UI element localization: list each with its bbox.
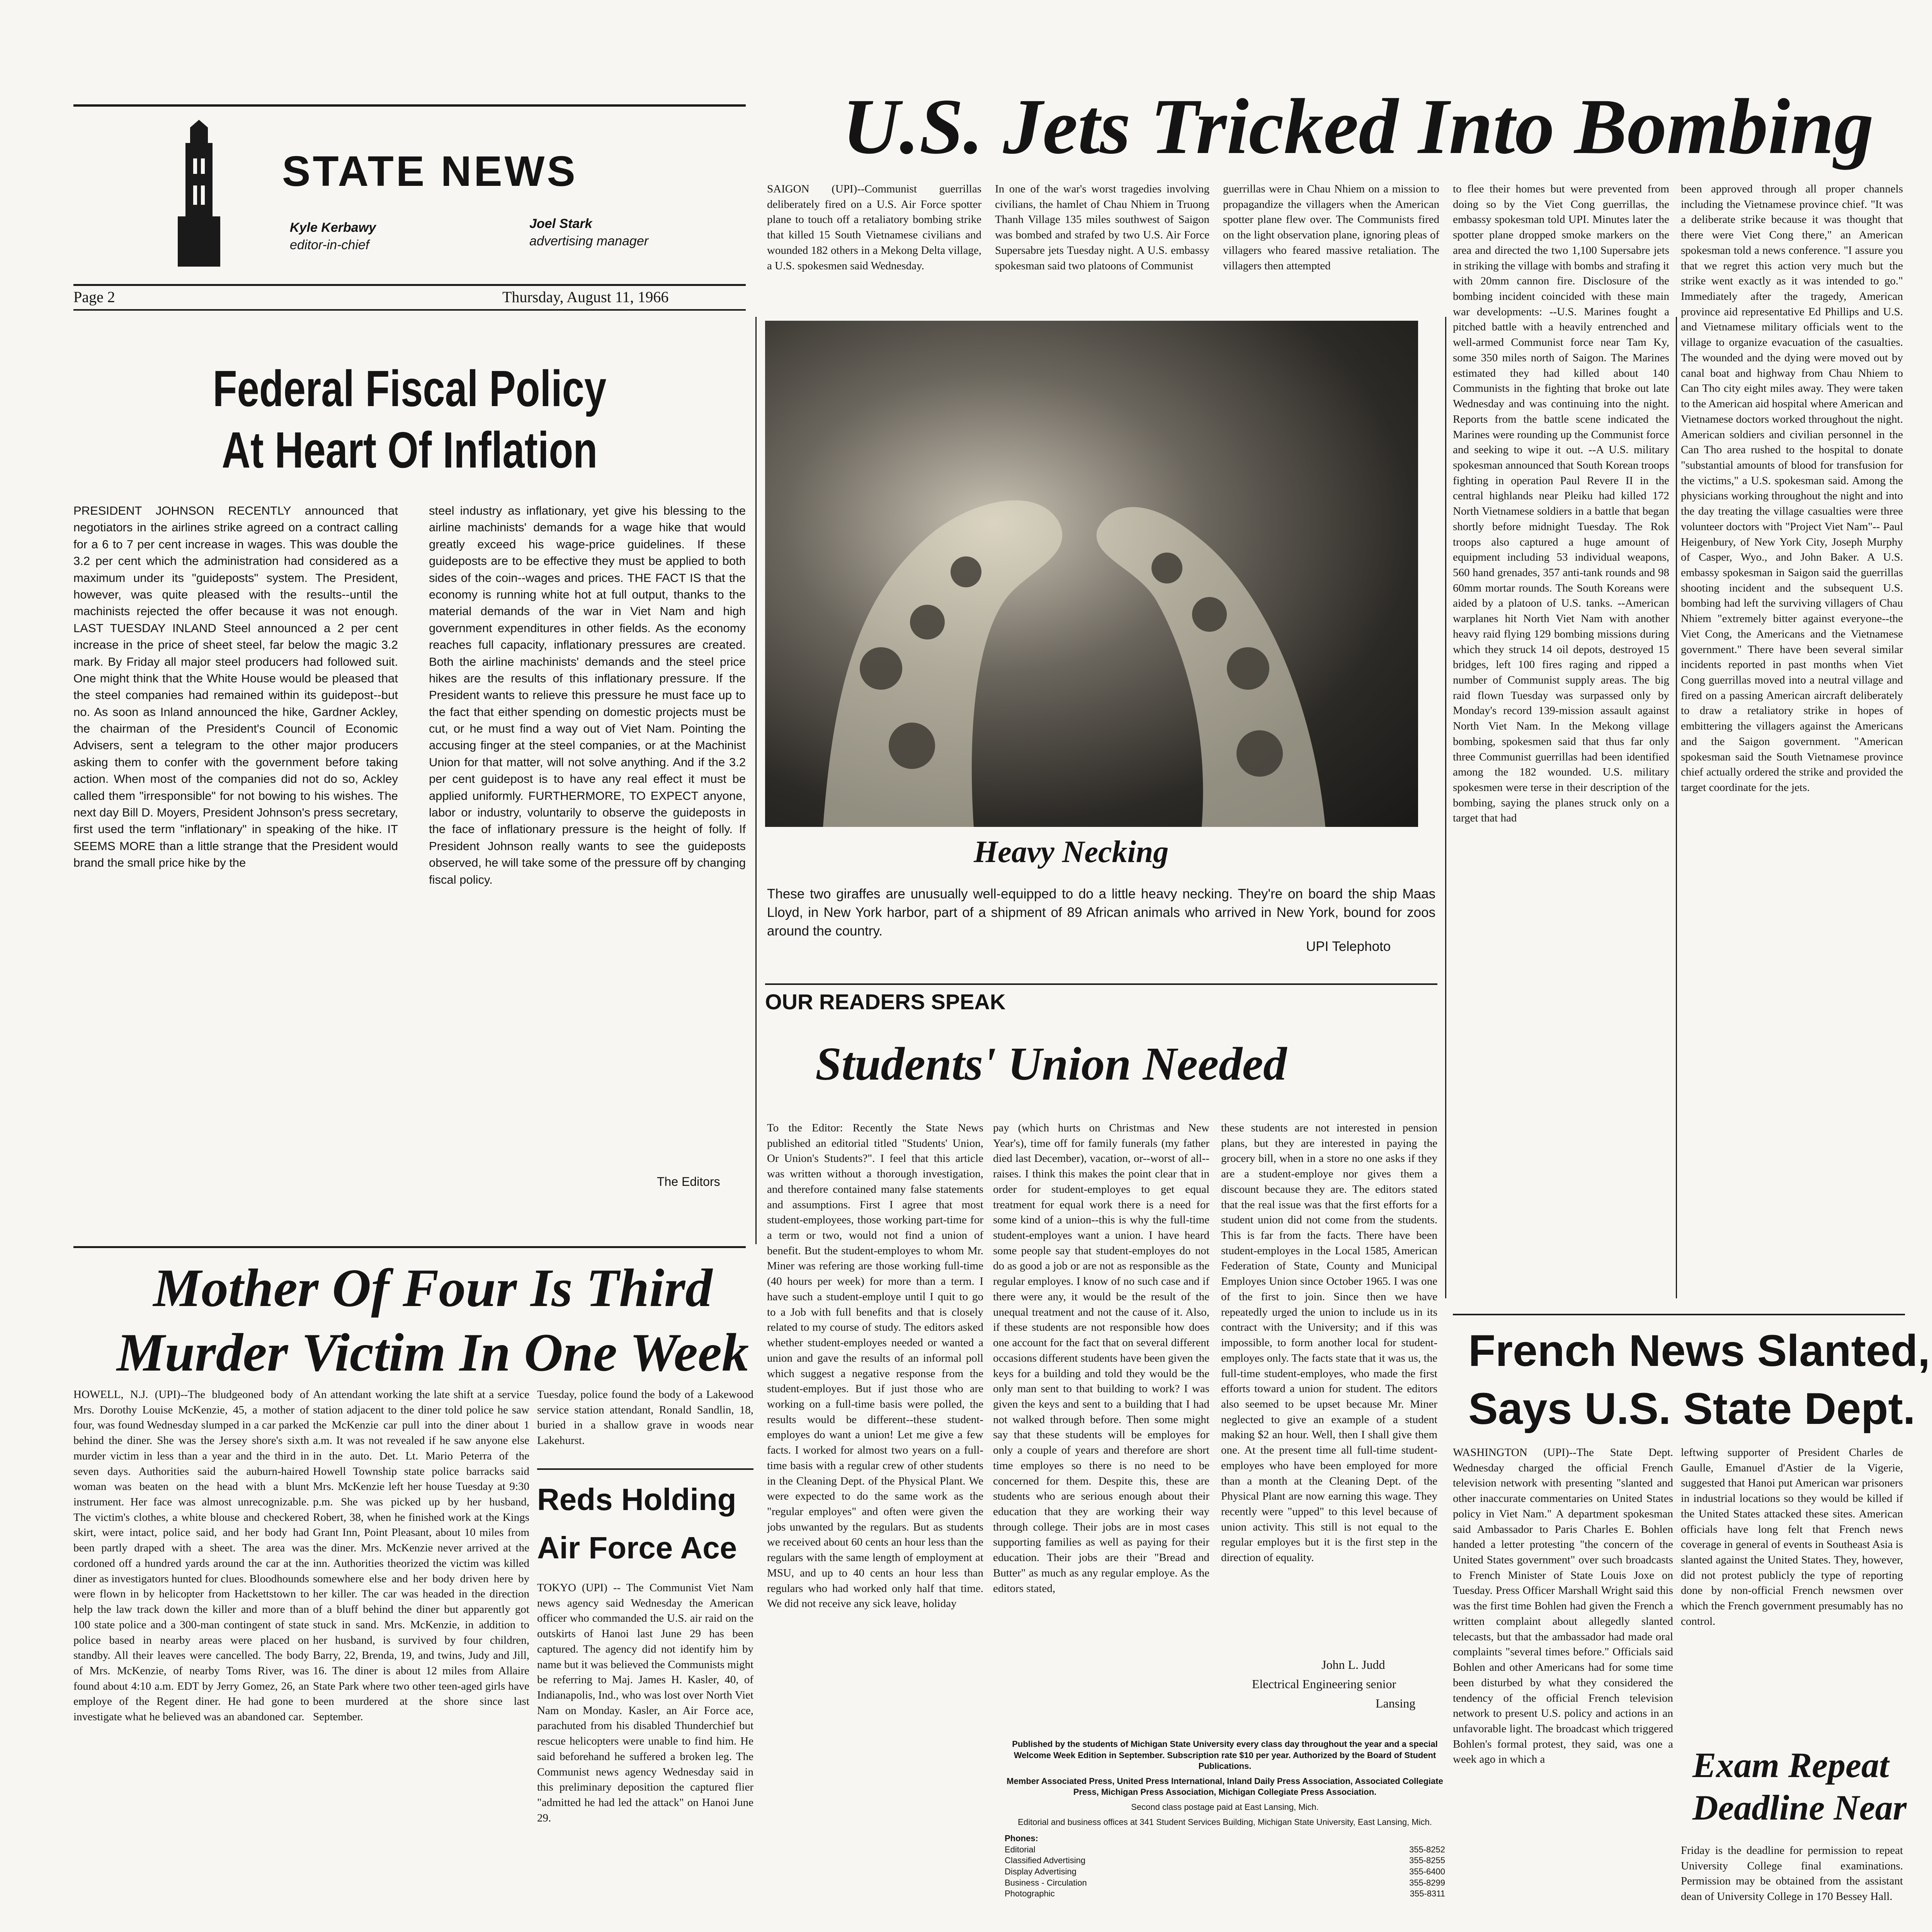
- photo-caption-title: Heavy Necking: [974, 835, 1169, 869]
- exam-text: Friday is the deadline for permission to repeat University College final examinations. Permission may be obtained from the assistant dean of University College in 170 Bessey Hall.: [1681, 1844, 1903, 1903]
- french-col-1: WASHINGTON (UPI)--The State Dept. Wednesday charged the official French television network with presenting "slanted and other inaccurate commentaries on United States policy in Viet Nam." A department spokesman said Ambassador to Paris Charles E. Bohlen handed a letter protesting "the concern of the United States government" over such broadcasts to French Minister of State Louis Joxe on Tuesday. Press Officer Marshall Wright said this was the first time Bohlen had given the French a written complaint about allegedly slanted telecasts, but that the ambassador had made oral complaints "several times before." Officials said Bohlen and other Americans had for some time been disturbed by what they considered the tendency of the official French television network to present U.S. policy and actions in an unfavorable light. The broadcast which triggered Bohlen's formal protest, they said, was one a week ago in which a: [1453, 1446, 1673, 1766]
- readers-sig-name: John L. Judd: [1321, 1658, 1385, 1672]
- exam-headline-2: Deadline Near: [1692, 1788, 1907, 1827]
- fiscal-headline-2: At Heart Of Inflation: [221, 422, 598, 478]
- readers-label: OUR READERS SPEAK: [765, 990, 1006, 1014]
- phones-list: [1005, 1844, 1445, 1900]
- publisher-line-2: Member Associated Press, United Press International, Inland Daily Press Association, Associated Collegiate Press, Michigan Press Association, Michigan Collegiate Press Association.: [1007, 1776, 1443, 1797]
- ad-title: advertising manager: [529, 234, 649, 248]
- jets-col-4: to flee their homes but were prevented from doing so by the Viet Cong guerrillas, the embassy spokesman told UPI. Minutes later the spotter plane dropped smoke markers on the area and directed the two 1,100 Supersabre jets in striking the village with bombs and strafing it with 20mm cannon fire. Disclosure of the bombing incident coincided with these main war developments: --U.S. Marines fought a pitched battle with a heavily entrenched and well-armed Communist force near Tam Ky, some 350 miles north of Saigon. The Marines estimated they had killed about 140 Communists in the fighting that broke out late Wednesday and was continuing into the night. Reports from the battle scene indicated the Marines were rounding up the Communist force and seeking to wipe it out. --A U.S. military spokesman announced that South Korean troops fighting in operation Paul Revere II in the central highlands near Pleiku had killed 172 North Vietnamese soldiers in a battle that began shortly before midnight Tuesday. The Rok troops also captured a huge amount of equipment including 53 individual weapons, 560 hand grenades, 357 anti-tank rounds and 98 60mm mortar rounds. The South Koreans were aided by a platoon of U.S. tanks. --American warplanes hit North Viet Nam with another heavy raid flying 129 bombing missions during which they struck 14 oil depots, destroyed 15 bridges, left 100 fires raging and ripped a number of Communist supply areas. The big raid flown Tuesday was surpassed only by Monday's record 139-mission assault against North Viet Nam. In the Mekong village bombing, spokesmen said that thus far only three Communist guerrillas had been identified among the 182 wounded. U.S. military spokesmen were terse in their description of the bombing, saying the planes struck only on a target that had: [1453, 183, 1669, 825]
- jets-headline: U.S. Jets Tricked Into Bombing: [842, 83, 1874, 170]
- french-headline-2: Says U.S. State Dept.: [1468, 1384, 1915, 1434]
- reds-headline-1: Reds Holding: [537, 1482, 736, 1517]
- phone-number: 355-8255: [1409, 1855, 1445, 1866]
- phone-number: 355-8252: [1409, 1844, 1445, 1854]
- readers-rule: [765, 983, 1437, 985]
- phone-number: 355-8311: [1410, 1889, 1445, 1899]
- fiscal-headline: [73, 359, 746, 479]
- jets-col-5: been approved through all proper channels including the Vietnamese province chief. "It was a deliberate strike because it was thought that there were Viet Cong there," an American spokesman told a news conference. "I assure you that we regret this action very much but the strike went exactly as it was intended to go." Immediately after the tragedy, American province aid representative Ed Phillips and U.S. and Vietnamese military officials went to the village to organize evacuation of the casualties. The wounded and the dying were moved out by canal boat and highway from Chau Nhiem to Can Tho city eight miles away. They were taken to the American aid hospital where American and Vietnamese doctors worked throughout the night. American soldiers and civilian personnel in the Can Tho area rushed to the hospital to donate "substantial amounts of blood for transfusion for the victims," a U.S. spokesman said. Among the physicians working throughout the night and into the day treating the village casualties were three volunteer doctors with "Project Viet Nam"-- Paul Heigenbury, of New York City, Joseph Murphy of Casper, Wyo., and John Baker. A U.S. embassy spokesman in Saigon said the guerrillas shooting incident and the subsequent U.S. bombing had left the surviving villagers of Chau Nhiem "extremely bitter against everyone--the Viet Cong, the Americans and the Vietnamese government." There have been several similar incidents reported in past months when Viet Cong guerrillas moved into a neutral village and fired on a passing American aircraft deliberately to draw a retaliatory strike in hopes of embittering the villagers against the Americans and the Saigon government. "American spokesman said the South Vietnamese province chief actually ordered the strike and provided the target coordinate for the jets.: [1681, 183, 1903, 794]
- readers-sig-dept: Electrical Engineering senior: [1252, 1677, 1396, 1691]
- mother-col-2: An attendant working the late shift at a service station adjacent to the diner told police he saw the McKenzie car pull into the diner about 1 a.m. It was not revealed if he saw anyone else in the auto. Det. Lt. Mario Peterra of the Howell Township state police barracks said Mrs. McKenzie left her house Tuesday at 9:30 p.m. She was picked up by her husband, Robert, 38, when he finished work at the Kings Grant Inn, Point Pleasant, about 10 miles from the diner. Mrs. McKenzie never arrived at the inn. Authorities theorized the victim was killed somewhere else and her body driven here by her killer. The car was headed in the direction of a bluff behind the diner but apparently got stuck in sand. Mrs. McKenzie, in addition to her husband, is survived by four children, Barry, 22, Brenda, 19, and twins, Judy and Jill, 16. The diner is about 12 miles from Allaire State Park where two other teen-aged girls have been murdered at the shore since last September.: [313, 1388, 529, 1723]
- french-top-rule: [1453, 1314, 1905, 1315]
- phone-dept: Business - Circulation: [1005, 1878, 1087, 1888]
- photo-credit: UPI Telephoto: [1306, 939, 1391, 954]
- editor-title: editor-in-chief: [290, 238, 369, 252]
- exam-headline-1: Exam Repeat: [1692, 1745, 1889, 1785]
- paper-name: STATE NEWS: [282, 148, 578, 195]
- tower-logo: [170, 120, 228, 267]
- column-rule: [755, 317, 757, 1244]
- issue-date: Thursday, August 11, 1966: [502, 288, 669, 306]
- column-rule: [1676, 317, 1677, 1298]
- phone-row: [1005, 1844, 1445, 1855]
- readers-col-1: To the Editor: Recently the State News published an editorial titled "Students' Union, Or Union's Students?". I feel that this article was written without a thorough investigation, and therefore contained many false statements and assumptions. First I agree that most student-employees, those working part-time for a term or two, would not find a union of benefit. But the student-employes to whom Mr. Miner was refering are those working full-time (40 hours per week) for more than a term. I have such a student-employe until I quit to go to a Job with full benefits and that is closely related to my course of study. The editors asked whether student-employes needed or wanted a union and gave the results of an informal poll which suggest a negative response from the student-employes. But if just those who are working on a full-time basis were polled, the results would be different--these student-employes do want a union! Let me give a few facts. I worked for almost two years on a full-time basis with a regular crew of other students in the Cleaning Dept. of the Physical Plant. We were expected to do the same work as the "regular employes" and often were given the jobs unwanted by the regulars. But as students we received about 60 cents an hour less than the regulars with the same length of employment at MSU, and up to 40 cents an hour less than regulars who had worked only half that time. We did not receive any sick leave, holiday: [767, 1122, 983, 1610]
- french-headline-1: French News Slanted,: [1468, 1326, 1930, 1376]
- jets-col-1: SAIGON (UPI)--Communist guerrillas deliberately fired on a U.S. Air Force spotter plane to touch off a retaliatory bombing strike that killed 15 South Vietnamese civilians and wounded 182 others in a Mekong Delta village, a U.S. spokesmen said Wednesday.: [767, 183, 981, 272]
- phone-row: [1005, 1878, 1445, 1889]
- giraffe-photo: [765, 321, 1418, 827]
- masthead: [73, 104, 742, 286]
- phone-row: [1005, 1866, 1445, 1878]
- date-rule-bottom: [73, 309, 746, 311]
- fiscal-headline-1: Federal Fiscal Policy: [213, 360, 607, 417]
- mother-headline: [70, 1260, 796, 1381]
- mother-col-1: HOWELL, N.J. (UPI)--The bludgeoned body of Mrs. Dorothy Louise McKenzie, 45, a mother of four, was found Wednesday slumped in a car parked behind the diner. She was the Jersey shore's sixth murder victim in less than a year and the third in seven days. Authorities said the auburn-haired woman was beaten on the head with a blunt instrument. Her face was almost unrecognizable. The victim's clothes, a white blouse and checkered skirt, were intact, police said, and her body had been partly draped with a sheet. The area was cordoned off a hundred yards around the car at the diner as investigators hunted for clues. Bloodhounds were flown in by helicopter from Hackettstown to help the law track down the killer and more than 100 state police and a 300-man contingent of state police based in nearby areas were placed on standby. All their leaves were cancelled. The body of Mrs. McKenzie, of nearby Toms River, was found about 4:10 a.m. EDT by Jerry Gomez, 26, an employe of the Regent diner. He had gone to investigate what he believed was an abandoned car.: [73, 1388, 309, 1723]
- readers-col-2: pay (which hurts on Christmas and New Year's), time off for family funerals (my father died last December), vacation, or--worst of all--raises. I think this makes the point clear that in order for student-employes to get equal treatment for equal work there is a need for some kind of a union--this is why the full-time student-employes want a union. I have heard some people say that student-employes do not do as good a job or are not as responsible as the regular employes. I know of no such case and if there were any, it would be the result of the unequal treatment and not the cause of it. Also, if these students are not responsible how does one account for the fact that on several different occasions different students have been given the keys for a building and told they would be the only man sent to that building to work? I was given the keys and sent to a building that I had not walked through before. Then some might say that these students will be employes for only a couple of years and therefore are short time employes so there is no need to be concerned for them. Despite this, these are students who are serious enough about their education that they are working their way through college. Their jobs are in most cases supporting families as well as paying for their education. Their jobs are their "Bread and Butter" as much as any regular employe. As the editors stated,: [993, 1122, 1209, 1595]
- jets-col-3: guerrillas were in Chau Nhiem on a mission to propagandize the villagers when the American spotter plane flew over. The Communists fired on the light observation plane, ignoring pleas of villagers who feared massive retaliation. The villagers then attempted: [1223, 183, 1439, 272]
- mother-headline-2: Murder Victim In One Week: [116, 1323, 749, 1383]
- date-rule: [73, 284, 746, 286]
- phone-dept: Photographic: [1005, 1889, 1055, 1899]
- readers-col-3: these students are not interested in pension plans, but they are interested in paying the grocery bill, when in a store no one asks if they are a student-employe nor gives them a discount because they are. The editors stated that the real issue was that the first efforts for a student union did not come from the students. This is far from the facts. There have been student-employes in the Local 1585, American Federation of State, County and Municipal Employes Union since October 1965. I was one of the first to join. Since then we have repeatedly urged the union to include us in its contract with the University; and if this was impossible, to form another local for student-employes only. The facts state that it was us, the full-time student-employes, who made the first efforts toward a union for student. The editors also seemed to be upset because Mr. Miner neglected to give an example of a student making $2 an hour. Well, then I shall give them one. At the present time all full-time student-employes who have been employed for more than a month at the Cleaning Dept. of the Physical Plant are now earning this wage. They recently were "upped" to this level because of union activity. This still is not equal to the regular employes but it is the first step in the direction of equality.: [1221, 1122, 1437, 1564]
- reds-top-rule: [537, 1468, 753, 1470]
- page-number: Page 2: [73, 288, 115, 306]
- phone-number: 355-6400: [1409, 1866, 1445, 1876]
- readers-headline: Students' Union Needed: [815, 1038, 1287, 1090]
- mother-col-3: Tuesday, police found the body of a Lakewood service station attendant, Ronald Sandlin, 18, buried in a shallow grave in woods near Lakehurst.: [537, 1388, 753, 1447]
- phone-dept: Classified Advertising: [1005, 1855, 1086, 1866]
- fiscal-bottom-rule: [73, 1246, 746, 1248]
- phone-row: [1005, 1888, 1445, 1900]
- ad-name: Joel Stark: [529, 216, 592, 231]
- mother-headline-1: Mother Of Four Is Third: [153, 1258, 713, 1318]
- jets-col-2: In one of the war's worst tragedies involving civilians, the hamlet of Chau Nhiem in Truong Thanh Village 135 miles southwest of Saigon was bombed and strafed by two U.S. Air Force Supersabre jets Tuesday night. A U.S. embassy spokesman said two platoons of Communist: [995, 183, 1209, 272]
- fiscal-col-2: steel industry as inflationary, yet give his blessing to the airline machinists' demands for a wage hike that would greatly exceed his wage-price guidelines. If these guideposts are to be effective they must be applied to both sides of the coin--wages and prices. THE FACT IS that the economy is running white hot at full output, thanks to the material demands of the war in Viet Nam and high government expenditures in other fields. As the economy reaches full capacity, inflationary pressures are created. Both the airline machinists' demands and the steel price hikes are the results of this inflationary pressure. If the President wants to relieve this pressure he must face up to the fact that either spending on domestic projects must be cut, or he must find a way out of Viet Nam. Pointing the accusing finger at the steel companies, or at the Machinist Union for that matter, will not solve anything. And if the 3.2 per cent guidepost is to have any real effect it must be applied uniformly. FURTHERMORE, TO EXPECT anyone, labor or industry, voluntarily to observe the guideposts in the face of inflationary pressure is the height of folly. If President Johnson really wants to see the guideposts observed, he will take some of the pressure off by changing fiscal policy.: [429, 504, 746, 886]
- phone-row: [1005, 1855, 1445, 1866]
- phone-dept: Editorial: [1005, 1844, 1036, 1854]
- phones-label: Phones:: [1005, 1833, 1038, 1844]
- photo-caption-text: These two giraffes are unusually well-equipped to do a little heavy necking. They're on board the ship Maas Lloyd, in New York harbor, part of a shipment of 89 African animals who arrived in New York, bound for zoos around the country.: [767, 886, 1435, 939]
- fiscal-col-1: PRESIDENT JOHNSON RECENTLY announced that negotiators in the airlines strike agreed on a contract calling for a 6 to 7 per cent increase in wages. This was double the 3.2 per cent which the administration had considered as a maximum under its "guideposts" system. The President, however, was quite pleased with the results--until the machinists rejected the offer because it was not enough. LAST TUESDAY INLAND Steel announced a 2 per cent increase in the price of sheet steel, far below the magic 3.2 mark. By Friday all major steel producers had followed suit. One might think that the White House would be pleased that the steel companies had remained within its guidepost--but no. As soon as Inland announced the hike, Gardner Ackley, the chairman of the President's Council of Economic Advisers, sent a telegram to the other major producers asking them to confer with the government before taking action. When most of the companies did not do so, Ackley called them "irresponsible" for not bowing to his wishes. The next day Bill D. Moyers, President Johnson's press secretary, first used the term "inflationary" in speaking of the hike. IT SEEMS MORE than a little strange that the President would brand the small price hike by the: [73, 504, 398, 870]
- phone-number: 355-8299: [1409, 1878, 1445, 1888]
- publisher-line-4: Editorial and business offices at 341 Student Services Building, Michigan State University, East Lansing, Mich.: [1018, 1817, 1432, 1827]
- publisher-line-3: Second class postage paid at East Lansing, Mich.: [1131, 1802, 1319, 1812]
- publisher-line-1: Published by the students of Michigan State University every class day throughout the year and a special Welcome Week Edition in September. Subscription rate $10 per year. Authorized by the Board of Student Publications.: [1012, 1739, 1438, 1771]
- french-col-2: leftwing supporter of President Charles de Gaulle, Emanuel d'Astier de la Vigerie, suggested that Hanoi put American war prisoners in industrial locations so they would be killed if the United States attacked these sites. American officials have long felt that French news coverage in general of events in Southeast Asia is slanted against the United States. They, however, did not protest publicly the type of reporting done by non-official French newsmen over which the French government presumably has no control.: [1681, 1446, 1903, 1628]
- fiscal-signature: The Editors: [657, 1175, 720, 1189]
- reds-headline-2: Air Force Ace: [537, 1531, 737, 1565]
- phone-dept: Display Advertising: [1005, 1866, 1077, 1876]
- publisher-info: [1005, 1739, 1445, 1932]
- editor-name: Kyle Kerbawy: [290, 220, 376, 235]
- reds-text: TOKYO (UPI) -- The Communist Viet Nam news agency said Wednesday the American officer who commanded the U.S. air raid on the outskirts of Hanoi last June 29 has been captured. The agency did not identify him by name but it was believed the Communists might be referring to Maj. James H. Kasler, 40, of Indianapolis, Ind., who was lost over North Viet Nam on Monday. Kasler, an Air Force ace, parachuted from his disabled Thunderchief but rescue helicopters were unable to find him. He said beforehand he suffered a broken leg. The Communist news agency Wednesday said in this preliminary deposition the captured flier "admitted he had led the attack" on Hanoi June 29.: [537, 1582, 753, 1824]
- column-rule: [1445, 317, 1446, 1298]
- readers-sig-city: Lansing: [1376, 1696, 1416, 1710]
- masthead-rule: [73, 104, 746, 107]
